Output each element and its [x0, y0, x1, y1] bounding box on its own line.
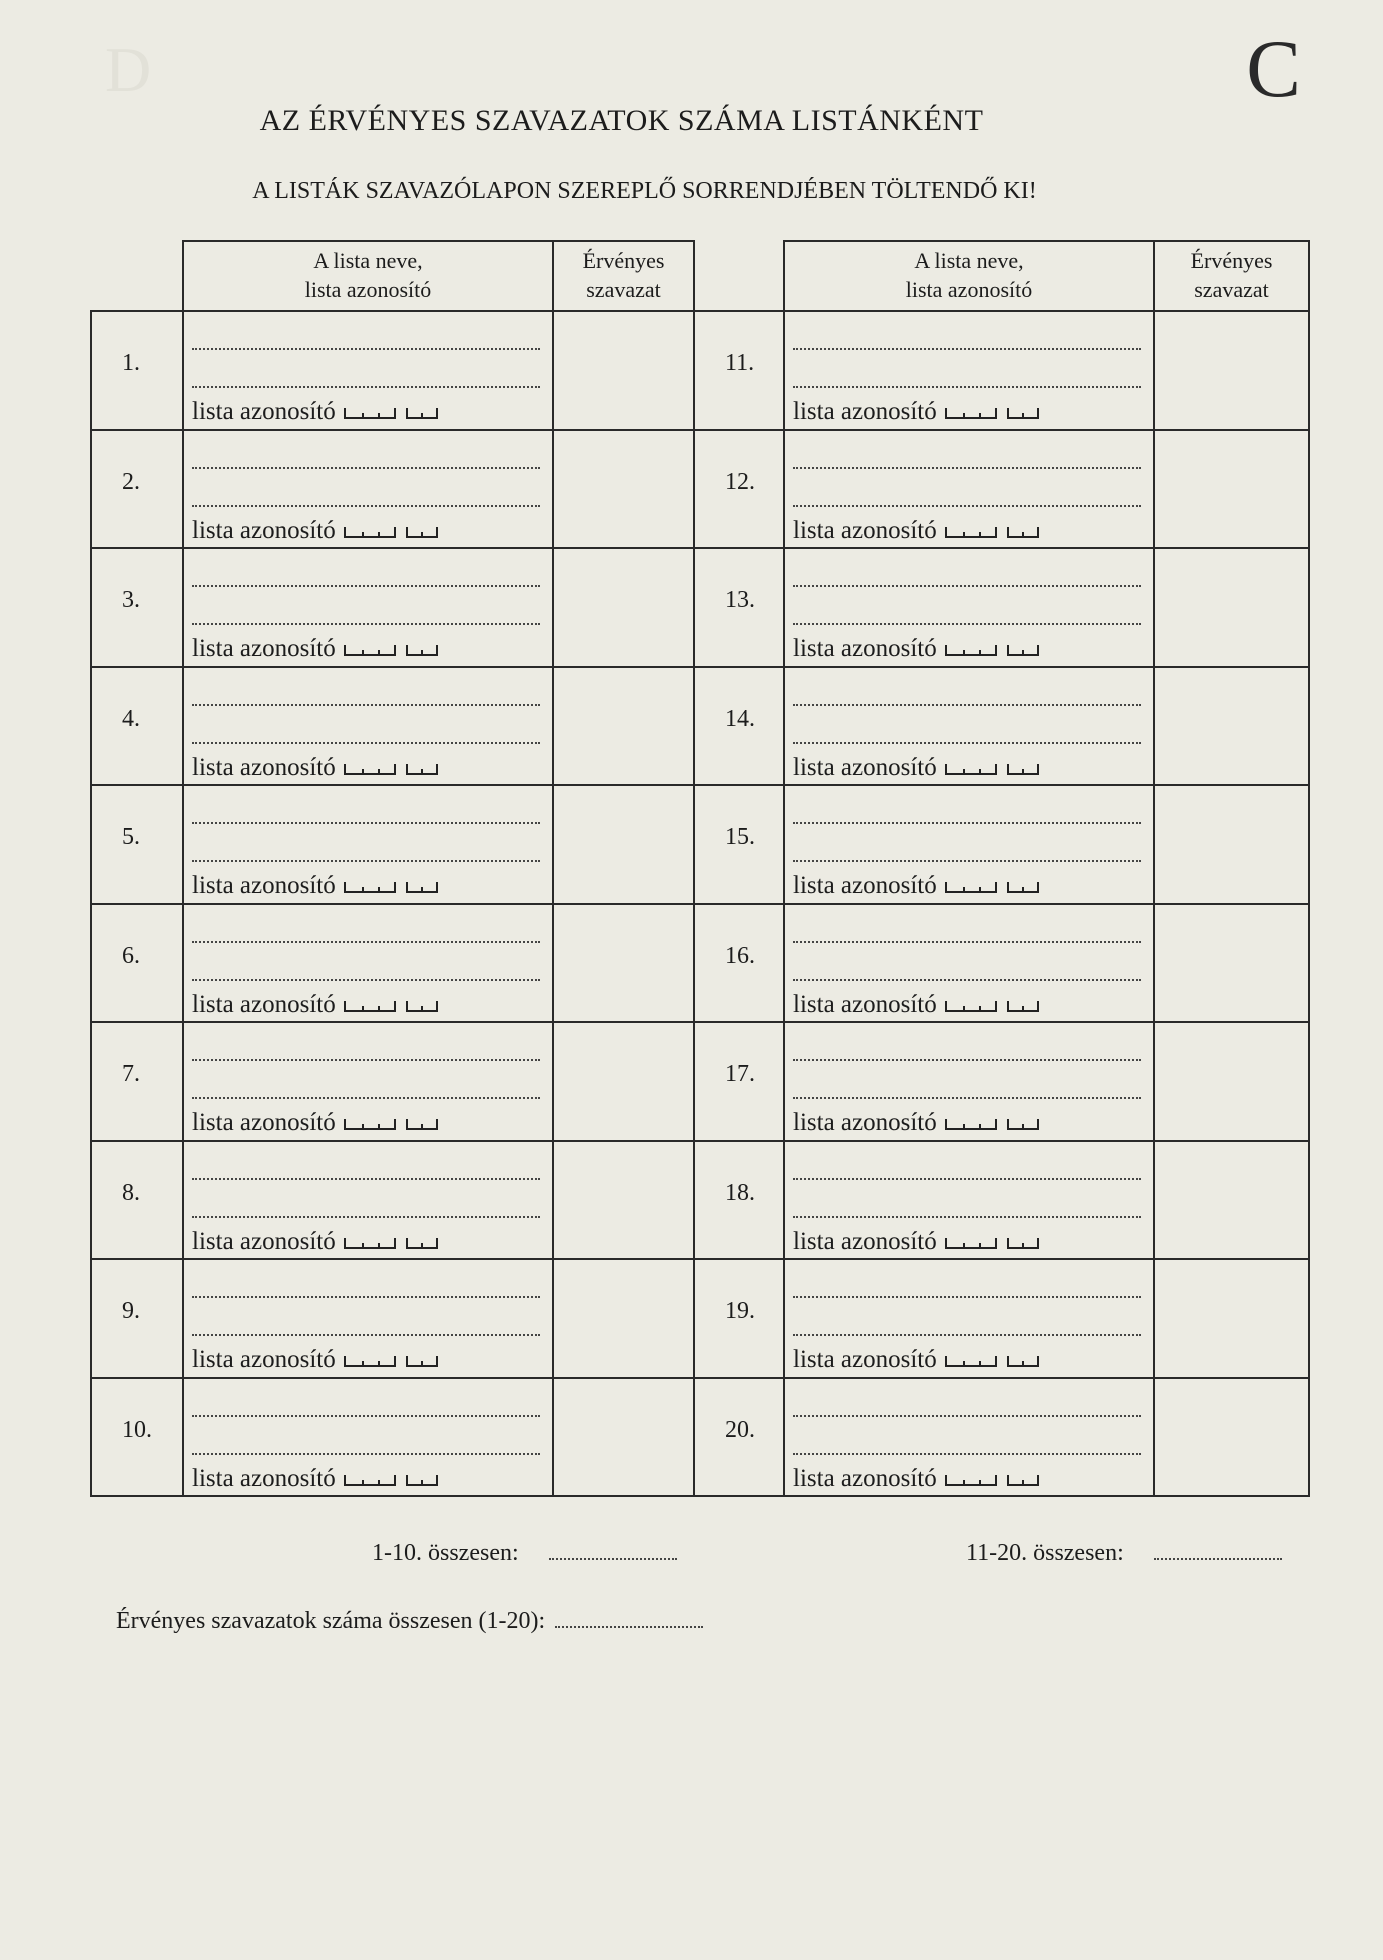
list-name-line-2[interactable] — [192, 943, 540, 981]
list-name-line-1[interactable] — [793, 668, 1141, 706]
list-name-cell — [183, 1378, 553, 1497]
list-name-cell — [183, 785, 553, 904]
list-id-box-2[interactable] — [406, 764, 438, 775]
list-id-row — [192, 1465, 540, 1493]
list-id-row — [793, 1465, 1141, 1493]
list-id-box-2[interactable] — [1007, 408, 1039, 419]
valid-votes-cell[interactable] — [553, 430, 694, 549]
list-name-line-1[interactable] — [793, 786, 1141, 824]
list-id-row — [793, 1109, 1141, 1137]
table-row — [91, 785, 1309, 904]
list-name-line-2[interactable] — [192, 824, 540, 862]
list-name-line-1[interactable] — [192, 431, 540, 469]
list-name-cell — [784, 1378, 1154, 1497]
valid-votes-cell[interactable] — [1154, 430, 1309, 549]
valid-votes-cell[interactable] — [553, 1022, 694, 1141]
list-name-line-1[interactable] — [793, 1023, 1141, 1061]
header-list-name-line1: A lista neve, — [313, 248, 423, 274]
list-id-label: lista azonosító — [793, 1227, 937, 1255]
form-section-letter: C — [1246, 23, 1301, 114]
list-id-row — [793, 872, 1141, 900]
list-name-line-2[interactable] — [192, 706, 540, 744]
table-row — [91, 1378, 1309, 1497]
list-name-line-1[interactable] — [793, 312, 1141, 350]
valid-votes-cell[interactable] — [553, 785, 694, 904]
list-id-label: lista azonosító — [192, 872, 336, 899]
list-id-box-2[interactable] — [1007, 527, 1039, 538]
list-id-box-2[interactable] — [406, 408, 438, 419]
list-id-row — [793, 1346, 1141, 1374]
list-id-box-3[interactable] — [945, 527, 997, 538]
row-number: 14. — [694, 667, 784, 786]
header-list-name-line2: lista azonosító — [905, 277, 1033, 302]
header-list-name — [183, 241, 553, 311]
list-name-line-1[interactable] — [192, 1260, 540, 1298]
valid-votes-cell[interactable] — [553, 1259, 694, 1378]
list-id-label: lista azonosító — [192, 516, 336, 544]
list-name-line-1[interactable] — [192, 786, 540, 824]
header-valid-votes-line2: szavazat — [1194, 277, 1269, 302]
header-valid-votes-line1: Érvényes — [582, 248, 665, 274]
header-valid-votes-line2: szavazat — [586, 277, 661, 302]
row-number: 8. — [91, 1141, 183, 1260]
valid-votes-cell[interactable] — [1154, 1141, 1309, 1260]
row-number: 17. — [694, 1022, 784, 1141]
list-id-box-3[interactable] — [344, 1475, 396, 1486]
row-number: 12. — [694, 430, 784, 549]
table-row — [91, 548, 1309, 667]
row-number: 16. — [694, 904, 784, 1023]
subtotal-11-20 — [966, 1538, 1282, 1567]
valid-votes-cell[interactable] — [1154, 311, 1309, 430]
list-id-box-2[interactable] — [406, 1475, 438, 1486]
list-name-line-1[interactable] — [192, 1379, 540, 1417]
list-id-box-3[interactable] — [344, 1001, 396, 1012]
grand-total-line — [116, 1606, 703, 1635]
list-id-row — [192, 398, 540, 426]
table-row — [91, 430, 1309, 549]
row-number: 20. — [694, 1378, 784, 1497]
list-id-row — [793, 754, 1141, 782]
row-number: 9. — [91, 1259, 183, 1378]
table-row — [91, 311, 1309, 430]
list-name-line-2[interactable] — [793, 943, 1141, 981]
list-id-row — [192, 1109, 540, 1137]
list-name-line-2[interactable] — [793, 1417, 1141, 1455]
list-name-line-1[interactable] — [793, 1379, 1141, 1417]
list-id-box-3[interactable] — [344, 645, 396, 656]
table-row — [91, 1259, 1309, 1378]
row-number: 11. — [694, 311, 784, 430]
subtotal-11-20-field[interactable] — [1154, 1538, 1282, 1560]
row-number: 15. — [694, 785, 784, 904]
list-id-box-3[interactable] — [344, 1238, 396, 1249]
page-title: AZ ÉRVÉNYES SZAVAZATOK SZÁMA LISTÁNKÉNT — [259, 104, 984, 137]
row-number: 6. — [91, 904, 183, 1023]
row-number: 13. — [694, 548, 784, 667]
row-number: 4. — [91, 667, 183, 786]
list-name-line-1[interactable] — [793, 1260, 1141, 1298]
list-id-label: lista azonosító — [793, 635, 937, 662]
list-id-box-3[interactable] — [945, 1238, 997, 1249]
list-id-box-3[interactable] — [344, 1356, 396, 1367]
valid-votes-cell[interactable] — [1154, 548, 1309, 667]
list-name-line-2[interactable] — [192, 1417, 540, 1455]
table-body — [91, 311, 1309, 1496]
list-id-row — [793, 517, 1141, 545]
valid-votes-cell[interactable] — [1154, 1259, 1309, 1378]
list-name-cell — [183, 311, 553, 430]
list-id-label: lista azonosító — [793, 1464, 937, 1492]
row-number: 7. — [91, 1022, 183, 1141]
row-number: 19. — [694, 1259, 784, 1378]
list-id-label: lista azonosító — [192, 1109, 336, 1136]
list-id-row — [192, 872, 540, 900]
valid-votes-cell[interactable] — [1154, 1378, 1309, 1497]
subtotal-1-10-label: 1-10. összesen: — [372, 1540, 519, 1566]
list-id-row — [192, 991, 540, 1019]
list-id-label: lista azonosító — [793, 1346, 937, 1373]
list-name-line-2[interactable] — [793, 1061, 1141, 1099]
list-name-cell — [784, 904, 1154, 1023]
list-id-label: lista azonosító — [192, 753, 336, 781]
list-id-box-3[interactable] — [344, 527, 396, 538]
list-id-row — [793, 1228, 1141, 1256]
list-id-label: lista azonosító — [192, 398, 336, 425]
list-id-box-3[interactable] — [945, 1119, 997, 1130]
list-id-box-2[interactable] — [406, 882, 438, 893]
header-valid-votes-line1: Érvényes — [1190, 248, 1273, 274]
list-id-box-2[interactable] — [406, 645, 438, 656]
list-name-cell — [784, 1259, 1154, 1378]
table-header-row — [91, 241, 1309, 311]
list-name-line-2[interactable] — [793, 469, 1141, 507]
ghost-letter-mark: D — [105, 34, 152, 105]
list-id-label: lista azonosító — [793, 516, 937, 544]
list-id-row — [192, 635, 540, 663]
header-valid-votes — [553, 241, 694, 311]
row-number: 1. — [91, 311, 183, 430]
list-id-label: lista azonosító — [793, 398, 937, 425]
table-row — [91, 904, 1309, 1023]
list-id-row — [192, 517, 540, 545]
list-id-box-2[interactable] — [1007, 1001, 1039, 1012]
list-id-label: lista azonosító — [192, 1346, 336, 1373]
header-spacer — [91, 241, 183, 311]
subtotal-1-10 — [372, 1538, 677, 1567]
list-name-cell — [784, 1022, 1154, 1141]
list-id-row — [793, 991, 1141, 1019]
list-id-box-2[interactable] — [406, 1001, 438, 1012]
subtotal-11-20-label: 11-20. összesen: — [966, 1540, 1124, 1566]
list-name-line-2[interactable] — [793, 350, 1141, 388]
list-id-box-2[interactable] — [1007, 882, 1039, 893]
list-id-row — [793, 398, 1141, 426]
table-row — [91, 1141, 1309, 1260]
list-name-cell — [183, 1259, 553, 1378]
list-id-label: lista azonosító — [793, 1109, 937, 1136]
valid-votes-cell[interactable] — [1154, 1022, 1309, 1141]
list-name-cell — [784, 548, 1154, 667]
list-name-line-1[interactable] — [192, 668, 540, 706]
list-name-line-1[interactable] — [192, 312, 540, 350]
table-row — [91, 667, 1309, 786]
row-number: 3. — [91, 548, 183, 667]
list-name-cell — [784, 785, 1154, 904]
table-row — [91, 1022, 1309, 1141]
list-name-line-1[interactable] — [793, 431, 1141, 469]
valid-votes-cell[interactable] — [1154, 667, 1309, 786]
valid-votes-cell[interactable] — [1154, 904, 1309, 1023]
list-name-line-2[interactable] — [793, 587, 1141, 625]
list-id-label: lista azonosító — [793, 872, 937, 899]
list-name-line-1[interactable] — [192, 1023, 540, 1061]
list-id-box-3[interactable] — [945, 1356, 997, 1367]
list-id-box-3[interactable] — [945, 408, 997, 419]
list-id-box-3[interactable] — [344, 1119, 396, 1130]
list-id-box-3[interactable] — [945, 764, 997, 775]
header-list-name-line2: lista azonosító — [304, 277, 432, 302]
list-id-label: lista azonosító — [793, 990, 937, 1018]
list-name-line-2[interactable] — [192, 469, 540, 507]
list-id-row — [192, 754, 540, 782]
list-id-box-3[interactable] — [945, 882, 997, 893]
list-name-cell — [183, 1022, 553, 1141]
list-id-label: lista azonosító — [192, 635, 336, 662]
valid-votes-cell[interactable] — [1154, 785, 1309, 904]
list-name-line-1[interactable] — [192, 1142, 540, 1180]
list-name-cell — [183, 667, 553, 786]
valid-votes-cell[interactable] — [553, 548, 694, 667]
row-number: 5. — [91, 785, 183, 904]
list-name-line-2[interactable] — [793, 824, 1141, 862]
header-list-name-line1: A lista neve, — [914, 248, 1024, 274]
list-name-cell — [183, 1141, 553, 1260]
list-id-box-3[interactable] — [945, 1001, 997, 1012]
votes-table — [90, 240, 1310, 1497]
list-name-line-1[interactable] — [793, 905, 1141, 943]
header-list-name — [784, 241, 1154, 311]
list-id-box-2[interactable] — [1007, 645, 1039, 656]
valid-votes-cell[interactable] — [553, 1378, 694, 1497]
list-id-box-2[interactable] — [406, 1119, 438, 1130]
row-number: 18. — [694, 1141, 784, 1260]
list-name-cell — [183, 904, 553, 1023]
list-name-line-2[interactable] — [793, 706, 1141, 744]
header-valid-votes — [1154, 241, 1309, 311]
list-id-box-2[interactable] — [406, 527, 438, 538]
list-id-box-2[interactable] — [1007, 1119, 1039, 1130]
list-id-box-2[interactable] — [406, 1356, 438, 1367]
list-name-line-2[interactable] — [793, 1180, 1141, 1218]
list-name-cell — [784, 667, 1154, 786]
list-id-row — [793, 635, 1141, 663]
list-id-box-2[interactable] — [406, 1238, 438, 1249]
subtotal-1-10-field[interactable] — [549, 1538, 677, 1560]
row-number: 2. — [91, 430, 183, 549]
list-id-box-2[interactable] — [1007, 1475, 1039, 1486]
grand-total-label: Érvényes szavazatok száma összesen (1-20): — [116, 1608, 546, 1634]
list-name-cell — [183, 548, 553, 667]
list-name-line-1[interactable] — [793, 1142, 1141, 1180]
list-id-box-2[interactable] — [1007, 764, 1039, 775]
list-name-line-2[interactable] — [192, 1298, 540, 1336]
grand-total-field[interactable] — [555, 1606, 703, 1628]
valid-votes-cell[interactable] — [553, 311, 694, 430]
list-name-cell — [183, 430, 553, 549]
list-id-label: lista azonosító — [793, 753, 937, 781]
list-id-box-3[interactable] — [945, 645, 997, 656]
list-name-line-2[interactable] — [192, 1180, 540, 1218]
list-id-box-3[interactable] — [344, 408, 396, 419]
list-id-label: lista azonosító — [192, 990, 336, 1018]
list-id-box-3[interactable] — [344, 764, 396, 775]
list-name-line-1[interactable] — [192, 549, 540, 587]
list-name-line-2[interactable] — [192, 1061, 540, 1099]
list-id-label: lista azonosító — [192, 1464, 336, 1492]
list-id-box-2[interactable] — [1007, 1356, 1039, 1367]
list-name-line-1[interactable] — [192, 905, 540, 943]
list-name-cell — [784, 311, 1154, 430]
list-name-cell — [784, 1141, 1154, 1260]
valid-votes-cell[interactable] — [553, 904, 694, 1023]
list-id-label: lista azonosító — [192, 1227, 336, 1255]
list-name-line-2[interactable] — [192, 350, 540, 388]
valid-votes-cell[interactable] — [553, 667, 694, 786]
list-name-cell — [784, 430, 1154, 549]
list-name-line-2[interactable] — [793, 1298, 1141, 1336]
list-name-line-1[interactable] — [793, 549, 1141, 587]
list-id-row — [192, 1228, 540, 1256]
list-id-row — [192, 1346, 540, 1374]
list-id-box-3[interactable] — [344, 882, 396, 893]
valid-votes-cell[interactable] — [553, 1141, 694, 1260]
header-spacer — [694, 241, 784, 311]
row-number: 10. — [91, 1378, 183, 1497]
list-id-box-2[interactable] — [1007, 1238, 1039, 1249]
list-name-line-2[interactable] — [192, 587, 540, 625]
page-subtitle: A LISTÁK SZAVAZÓLAPON SZEREPLŐ SORRENDJÉBEN TÖLTENDŐ KI! — [252, 178, 1037, 204]
list-id-box-3[interactable] — [945, 1475, 997, 1486]
